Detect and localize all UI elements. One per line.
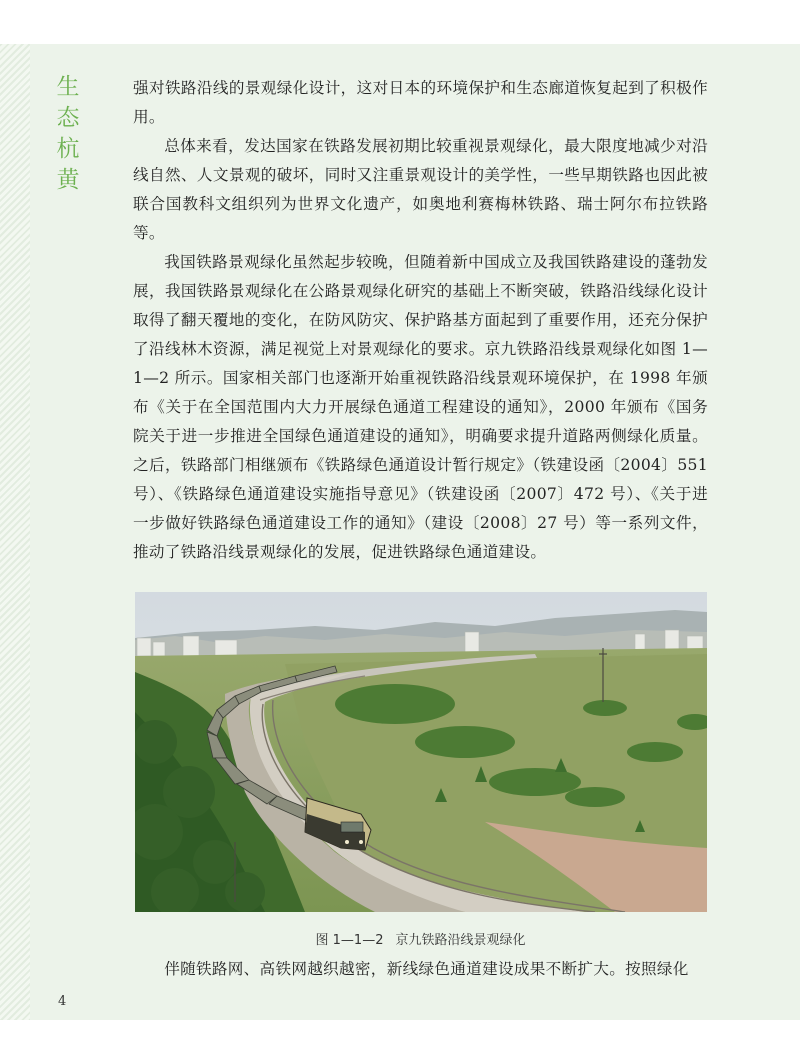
book-title-char: 态 — [56, 105, 80, 131]
figure-number: 图 1—1—2 — [315, 933, 384, 948]
figure-caption — [133, 929, 708, 948]
body-text — [133, 74, 708, 567]
paragraph-4: 伴随铁路网、高铁网越织越密，新线绿色通道建设成果不断扩大。按照绿化 — [164, 960, 689, 978]
paragraph-2: 总体来看，发达国家在铁路发展初期比较重视景观绿化，最大限度地减少对沿线自然、人文景观的破坏，同时又注重景观设计的美学性，一些早期铁路也因此被联合国教科文组织列为世界文化遗产，如奥地利赛梅林铁路、瑞士阿尔布拉铁路等。 — [133, 137, 708, 242]
figure-caption-text: 京九铁路沿线景观绿化 — [395, 933, 526, 948]
book-title-char: 杭 — [56, 136, 80, 162]
hatched-margin-strip — [0, 44, 30, 1020]
paragraph-1: 强对铁路沿线的景观绿化设计，这对日本的环境保护和生态廊道恢复起到了积极作用。 — [133, 79, 708, 126]
paragraph-3: 我国铁路景观绿化虽然起步较晚，但随着新中国成立及我国铁路建设的蓬勃发展，我国铁路景观绿化在公路景观绿化研究的基础上不断突破，铁路沿线绿化设计取得了翻天覆地的变化，在防风防灾、保护路基方面起到了重要作用，还充分保护了沿线林木资源，满足视觉上对景观绿化的要求。京九铁路沿线景观绿化如图 1—1—2 所示。国家相关部门也逐渐开始重视铁路沿线景观环境保护，在 1998 年颁布《关于在全国范围内大力开展绿色通道工程建设的通知》，2000 年颁布《国务院关于进一步推进全国绿色通道建设的通知》，明确要求提升道路两侧绿化质量。之后，铁路部门相继颁布《铁路绿色通道设计暂行规定》（铁建设函〔2004〕551 号）、《铁路绿色通道建设实施指导意见》（铁建设函〔2007〕472 号）、《关于进一步做好铁路绿色通道建设工作的通知》（建设〔2008〕27 号）等一系列文件，推动了铁路沿线景观绿化的发展，促进铁路绿色通道建设。 — [133, 253, 708, 561]
page-number: 4 — [58, 994, 67, 1009]
page — [0, 44, 800, 1020]
book-title-vertical — [54, 72, 82, 196]
book-title-char: 黄 — [56, 167, 80, 193]
book-title-char: 生 — [56, 74, 80, 100]
railway-landscape-photo — [135, 592, 707, 912]
